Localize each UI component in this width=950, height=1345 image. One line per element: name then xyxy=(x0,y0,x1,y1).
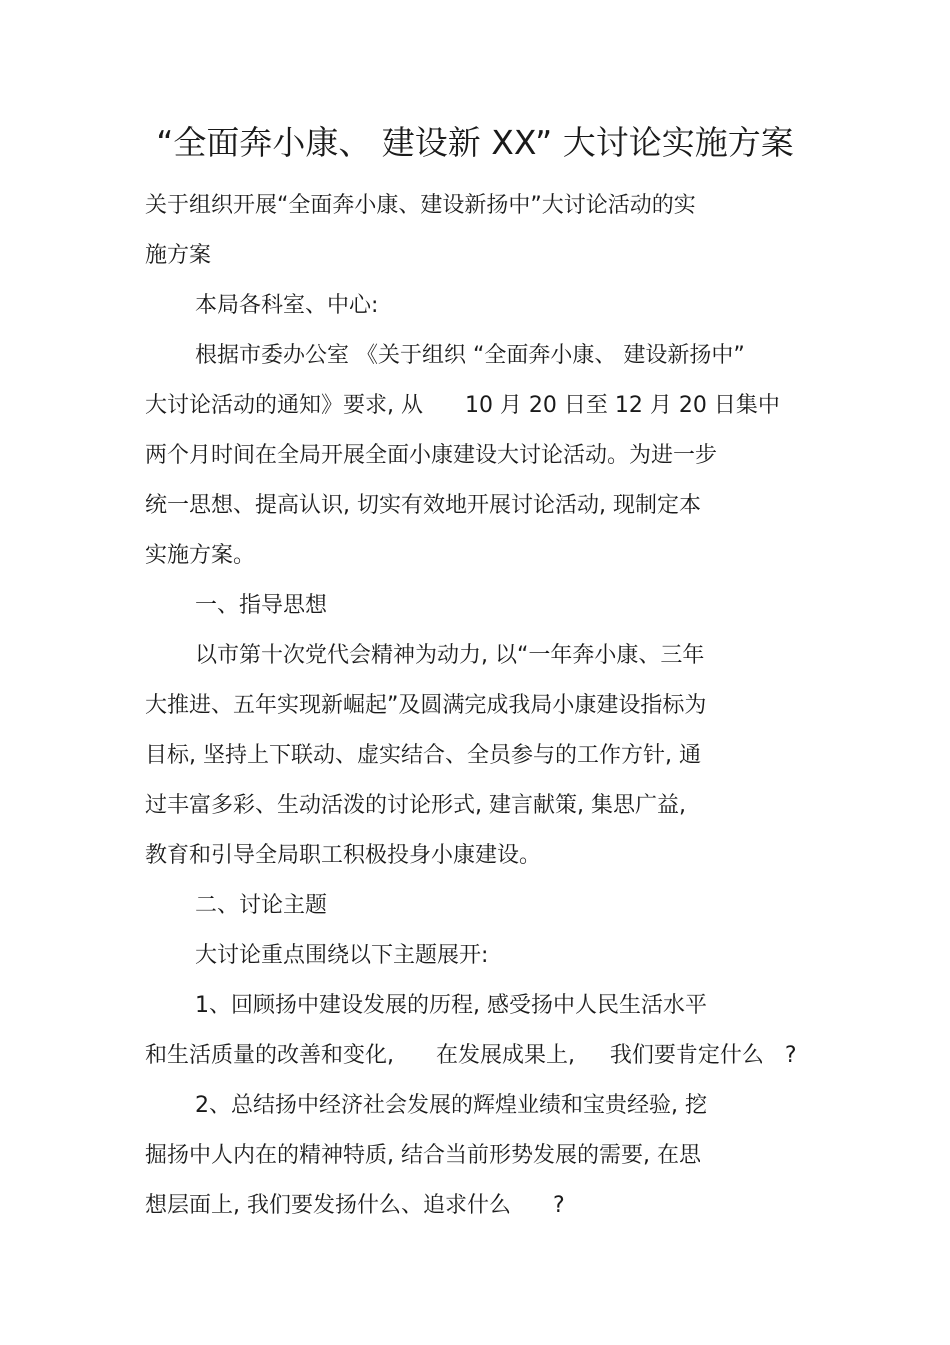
text-line: 大讨论活动的通知》要求, 从 10 月 20 日至 12 月 20 日集中 xyxy=(145,393,780,418)
text-line: 和生活质量的改善和变化, 在发展成果上, 我们要肯定什么 ? xyxy=(145,1043,797,1068)
text-line: 两个月时间在全局开展全面小康建设大讨论活动。为进一步 xyxy=(145,443,718,468)
text-line: 施方案 xyxy=(145,243,212,268)
section-heading: 一、指导思想 xyxy=(195,593,328,618)
text-line: 目标, 坚持上下联动、虚实结合、全员参与的工作方针, 通 xyxy=(145,743,701,768)
text-line: 教育和引导全局职工积极投身小康建设。 xyxy=(145,843,542,868)
list-item: 1、回顾扬中建设发展的历程, 感受扬中人民生活水平 xyxy=(195,993,707,1018)
text-line: 掘扬中人内在的精神特质, 结合当前形势发展的需要, 在思 xyxy=(145,1143,701,1168)
text-line: 统一思想、提高认识, 切实有效地开展讨论活动, 现制定本 xyxy=(145,493,701,518)
text-line: 过丰富多彩、生动活泼的讨论形式, 建言献策, 集思广益, xyxy=(145,793,686,818)
section-heading: 二、讨论主题 xyxy=(195,893,328,918)
text-line: 关于组织开展“全面奔小康、建设新扬中”大讨论活动的实 xyxy=(145,193,696,218)
text-line: 实施方案。 xyxy=(145,543,256,568)
text-line: 想层面上, 我们要发扬什么、追求什么 ? xyxy=(145,1193,565,1218)
text-line: 根据市委办公室 《关于组织 “全面奔小康、 建设新扬中” xyxy=(195,343,745,368)
document-title: “全面奔小康、 建设新 XX” 大讨论实施方案 xyxy=(156,123,794,162)
text-line: 大讨论重点围绕以下主题展开: xyxy=(195,943,489,968)
salutation: 本局各科室、中心: xyxy=(195,293,379,318)
text-line: 大推进、五年实现新崛起”及圆满完成我局小康建设指标为 xyxy=(145,693,707,718)
text-line: 以市第十次党代会精神为动力, 以“一年奔小康、三年 xyxy=(195,643,705,668)
list-item: 2、总结扬中经济社会发展的辉煌业绩和宝贵经验, 挖 xyxy=(195,1093,707,1118)
